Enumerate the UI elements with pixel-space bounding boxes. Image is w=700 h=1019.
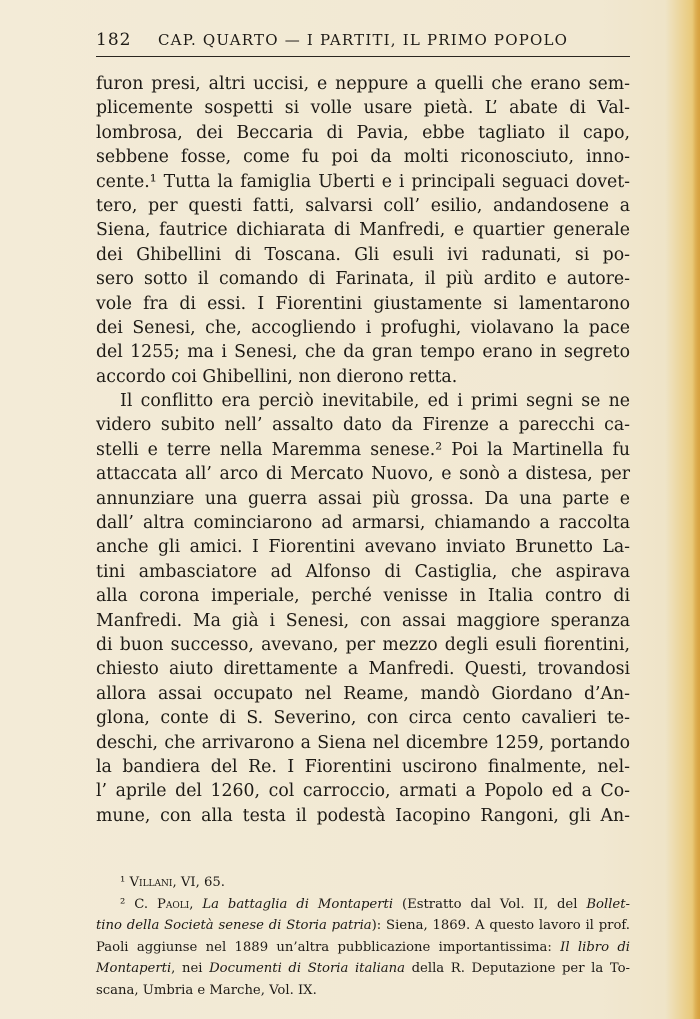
body-line: sero sotto il comando di Farinata, il più ardito e autore- [96, 269, 630, 290]
footnote-2-line: scana, Umbria e Marche, Vol. IX. [96, 982, 317, 998]
footnote-title: Il libro di [560, 939, 631, 955]
body-line: alla corona imperiale, perché venisse in Italia contro di [96, 586, 630, 607]
footnote-title: Bollet- [586, 896, 630, 912]
footnote-marker: ² [120, 896, 126, 912]
body-line: glona, conte di S. Severino, con circa cento cavalieri te- [96, 708, 630, 729]
body-line: Manfredi. Ma già i Senesi, con assai maggiore speranza [96, 610, 630, 631]
footnotes [96, 872, 630, 1001]
footnote-text: , nei [171, 961, 210, 976]
body-line: deschi, che arrivarono a Siena nel dicembre 1259, portando [96, 732, 630, 753]
body-line: attaccata all’ arco di Mercato Nuovo, e sonò a distesa, per [96, 464, 630, 485]
footnote-text: (Estratto dal Vol. II, del [393, 896, 587, 912]
footnote-title: La battaglia di Montaperti [202, 896, 394, 912]
footnote-text: ): Siena, 1869. A questo lavoro il prof. [371, 918, 630, 933]
footnote-title: tino della Società senese di Storia patria [96, 918, 372, 933]
footnote-text: della R. Deputazione per la To- [405, 961, 630, 976]
footnote-marker: ¹ [120, 875, 126, 890]
page-edge-shadow [692, 0, 700, 1019]
body-line: annunziare una guerra assai più grossa. Da una parte e [96, 488, 630, 509]
body-line: del 1255; ma i Senesi, che da gran tempo erano in segreto [96, 342, 630, 363]
footnote-2-line [96, 915, 630, 937]
body-line: cente.¹ Tutta la famiglia Uberti e i principali seguaci dovet- [96, 171, 630, 192]
body-line: dei Senesi, che, accogliendo i profughi, violavano la pace [96, 317, 630, 338]
body-line: mune, con alla testa il podestà Iacopino Rangoni, gli An- [96, 805, 630, 826]
body-line: tini ambasciatore ad Alfonso di Castiglia, che aspirava [96, 561, 630, 582]
body-line: l’ aprile del 1260, col carroccio, armati a Popolo ed a Co- [96, 781, 630, 802]
body-line: sebbene fosse, come fu poi da molti riconosciuto, inno- [96, 147, 630, 168]
body-text [96, 72, 630, 828]
footnote-text: Paoli aggiunse nel 1889 un’altra pubblicazione importantissima: [96, 939, 561, 955]
body-line: tero, per questi fatti, salvarsi coll’ esilio, andandosene a [96, 195, 630, 216]
body-line: stelli e terre nella Maremma senese.² Poi la Martinella fu [96, 439, 630, 460]
body-line: Siena, fautrice dichiarata di Manfredi, e quartier generale [96, 220, 630, 241]
body-line: plicemente sospetti si volle usare pietà. L’ abate di Val- [96, 98, 630, 119]
running-title: CAP. QUARTO — I PARTITI, IL PRIMO POPOLO [158, 31, 569, 49]
page-number: 182 [96, 30, 132, 50]
footnote-title: Montaperti [96, 961, 172, 976]
footnote-title: Documenti di Storia italiana [209, 961, 405, 976]
body-line: chiesto aiuto direttamente a Manfredi. Questi, trovandosi [96, 659, 630, 680]
footnote-2-line [96, 894, 630, 916]
body-line: accordo coi Ghibellini, non dierono retta. [96, 366, 458, 387]
footnote-ref: , VI, 65. [172, 875, 225, 890]
running-header [96, 30, 630, 54]
footnote-text: , [189, 896, 203, 912]
body-line: vole fra di essi. I Fiorentini giustamente si lamentarono [96, 293, 630, 314]
body-line: dei Ghibellini di Toscana. Gli esuli ivi radunati, si po- [96, 244, 630, 265]
footnote-2-line [96, 937, 630, 959]
footnote-author: Villani [129, 875, 173, 890]
body-line: anche gli amici. I Fiorentini avevano inviato Brunetto La- [96, 537, 630, 558]
body-line: furon presi, altri uccisi, e neppure a quelli che erano sem- [96, 74, 630, 94]
body-line: videro subito nell’ assalto dato da Firenze a parecchi ca- [96, 415, 630, 436]
footnote-author: C. Paoli [134, 896, 190, 912]
footnote-2-line [96, 958, 630, 980]
header-rule [96, 56, 630, 57]
body-line: lombrosa, dei Beccaria di Pavia, ebbe tagliato il capo, [96, 122, 630, 143]
body-line: Il conflitto era perciò inevitabile, ed i primi segni se ne [120, 391, 630, 412]
body-line: la bandiera del Re. I Fiorentini uscirono finalmente, nel- [96, 756, 630, 777]
body-line: dall’ altra cominciarono ad armarsi, chiamando a raccolta [96, 513, 630, 534]
body-line: di buon successo, avevano, per mezzo degli esuli fiorentini, [96, 634, 630, 655]
body-line: allora assai occupato nel Reame, mandò Giordano d’An- [96, 683, 630, 704]
footnote-1 [96, 872, 630, 894]
